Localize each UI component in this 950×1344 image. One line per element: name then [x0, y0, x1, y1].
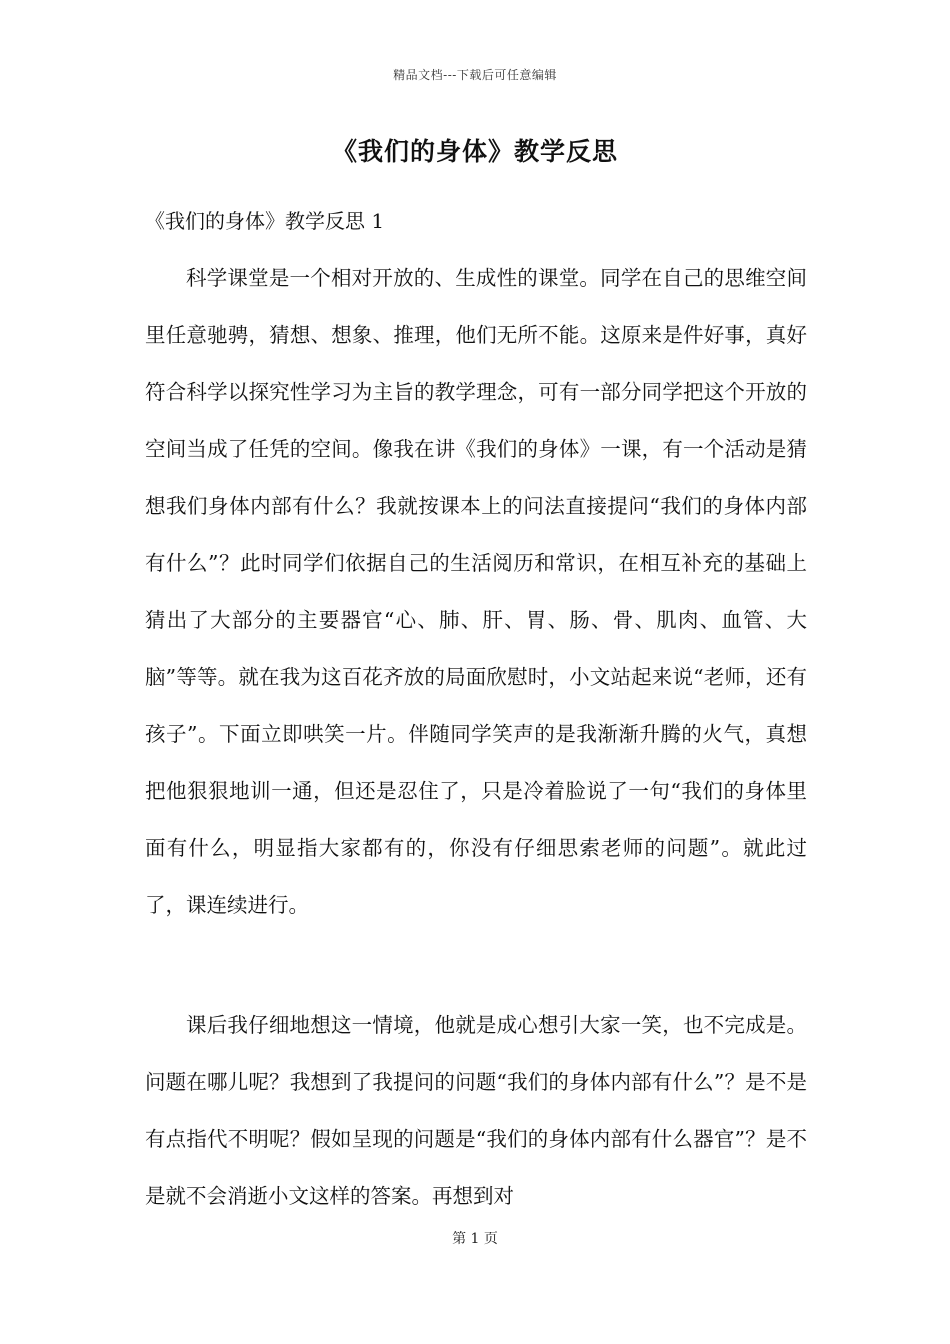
- document-title: 《我们的身体》教学反思: [331, 137, 618, 166]
- body-paragraph-2: 课后我仔细地想这一情境，他就是成心想引大家一笑，也不完成是。问题在哪儿呢？我想到了我提问的问题“我们的身体内部有什么”？是不是有点指代不明呢？假如呈现的问题是“我们的身体内部有什么器官”？是不是就不会消逝小文这样的答案。再想到对: [145, 1013, 807, 1208]
- page-number: 第 1 页: [452, 1231, 498, 1247]
- header-note: 精品文档---下载后可任意编辑: [393, 68, 557, 82]
- body-paragraph-1: 科学课堂是一个相对开放的、生成性的课堂。同学在自己的思维空间里任意驰骋，猜想、想象、推理，他们无所不能。这原来是件好事，真好符合科学以探究性学习为主旨的教学理念，可有一部分同学把这个开放的空间当成了任凭的空间。像我在讲《我们的身体》一课，有一个活动是猜想我们身体内部有什么？我就按课本上的问法直接提问“我们的身体内部有什么”？此时同学们依据自己的生活阅历和常识，在相互补充的基础上猜出了大部分的主要器官“心、肺、肝、胃、肠、骨、肌肉、血管、大脑”等等。就在我为这百花齐放的局面欣慰时，小文站起来说“老师，还有孩子”。下面立即哄笑一片。伴随同学笑声的是我渐渐升腾的火气，真想把他狠狠地训一通，但还是忍住了，只是冷着脸说了一句“我们的身体里面有什么，明显指大家都有的，你没有仔细思索老师的问题”。就此过了，课连续进行。: [145, 266, 807, 917]
- section-heading: 《我们的身体》教学反思 1: [145, 209, 385, 233]
